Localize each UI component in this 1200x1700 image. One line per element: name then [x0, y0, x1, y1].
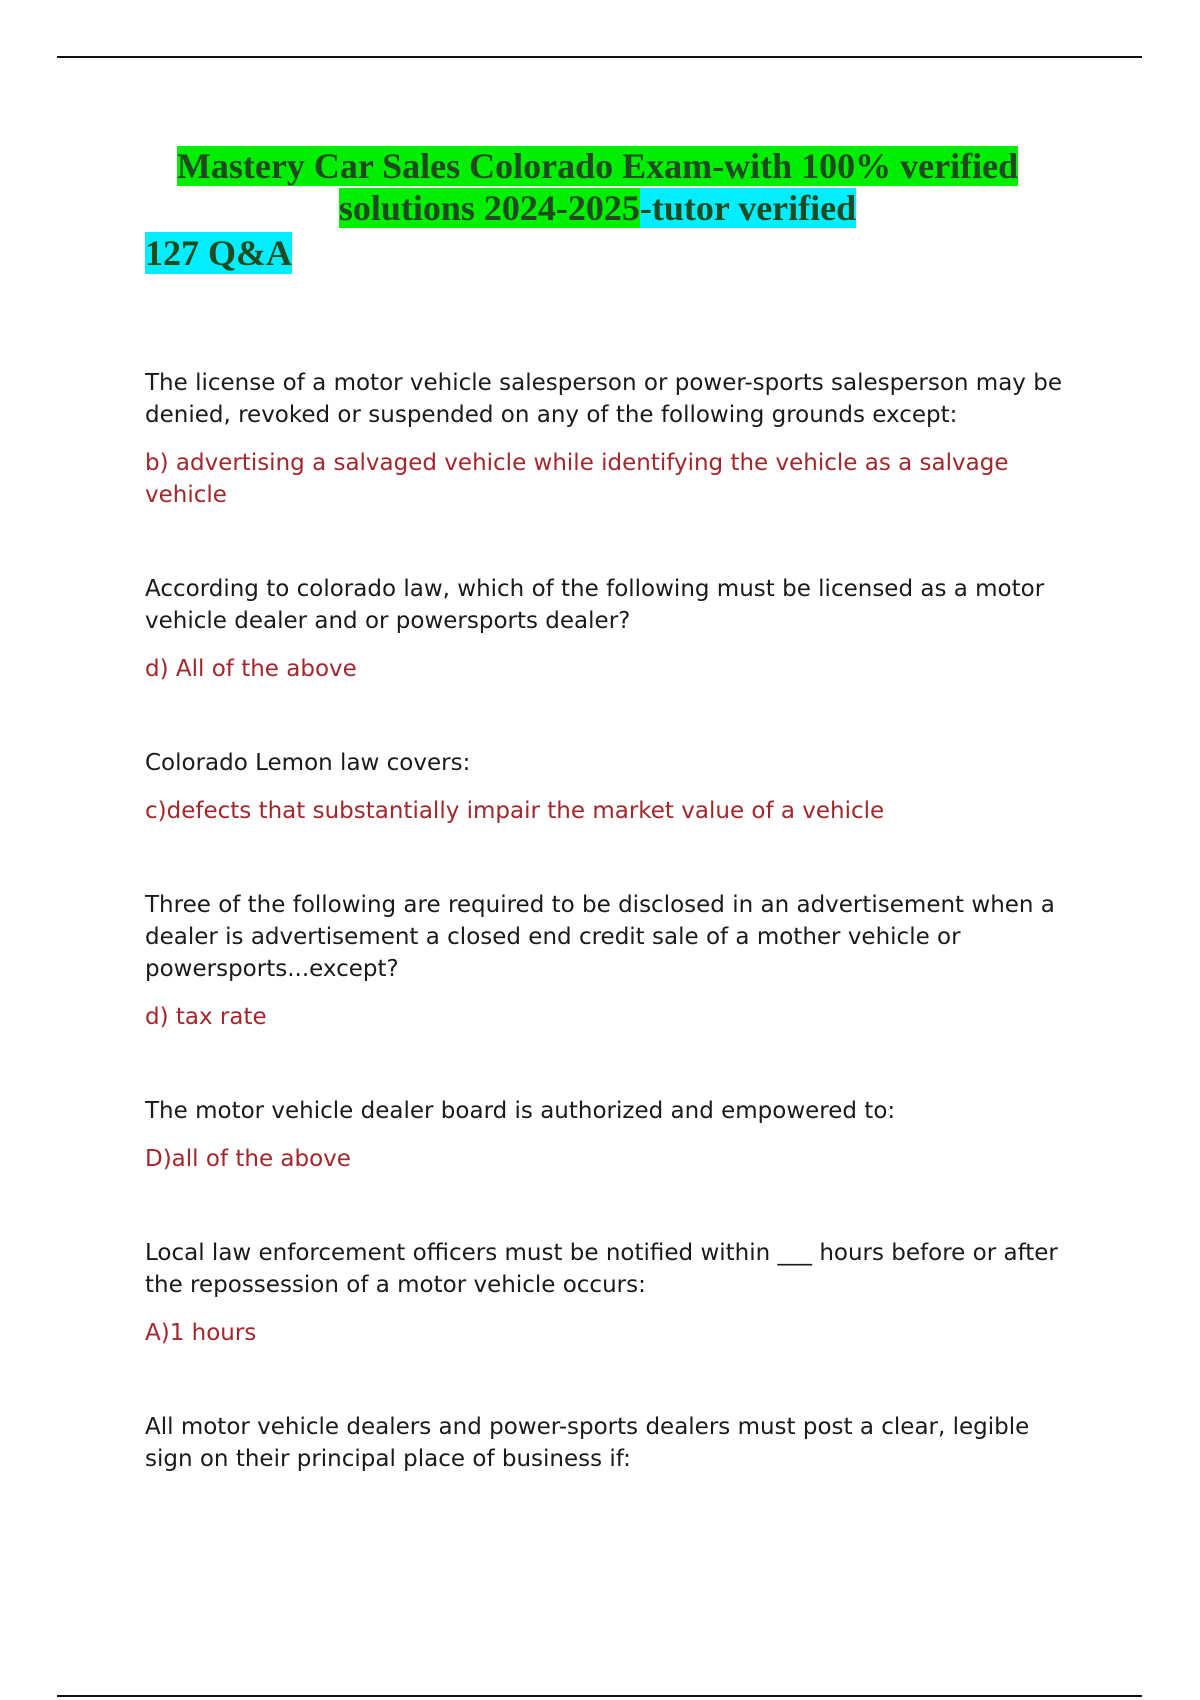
answer-text: c)defects that substantially impair the market value of a vehicle	[145, 798, 885, 824]
answer-text: b) advertising a salvaged vehicle while identifying the vehicle as a salvage vehicle	[145, 450, 1009, 508]
question-text: The license of a motor vehicle salesperson or power-sports salesperson may be denied, revoked or suspended on any of the following grounds except:	[145, 370, 1062, 428]
qa-item	[145, 1095, 1065, 1175]
qa-item	[145, 1411, 1065, 1475]
qa-list	[145, 367, 1065, 1537]
qa-item	[145, 367, 1065, 511]
question-text: All motor vehicle dealers and power-sports dealers must post a clear, legible sign on their principal place of business if:	[145, 1414, 1030, 1472]
qa-item	[145, 573, 1065, 685]
answer-text: A)1 hours	[145, 1320, 257, 1346]
document-title	[145, 145, 1050, 229]
qa-item	[145, 1237, 1065, 1349]
title-highlight-cyan: -tutor verified	[639, 188, 857, 228]
qa-count-label: 127 Q&A	[145, 233, 292, 273]
question-text: Colorado Lemon law covers:	[145, 750, 471, 776]
qa-item	[145, 889, 1065, 1033]
answer-text: d) All of the above	[145, 656, 357, 682]
question-text: Three of the following are required to be disclosed in an advertisement when a dealer is advertisement a closed end credit sale of a mother vehicle or powersports...except?	[145, 892, 1055, 982]
question-text: Local law enforcement officers must be notified within ___ hours before or after the repossession of a motor vehicle occurs:	[145, 1240, 1058, 1298]
title-highlight-green: Mastery Car Sales Colorado Exam-with 100% verified solutions 2024-2025	[176, 146, 1019, 228]
question-text: The motor vehicle dealer board is authorized and empowered to:	[145, 1098, 896, 1124]
header-rule	[57, 56, 1142, 58]
answer-text: D)all of the above	[145, 1146, 351, 1172]
footer-rule	[57, 1695, 1142, 1697]
qa-item	[145, 747, 1065, 827]
question-text: According to colorado law, which of the following must be licensed as a motor vehicle dealer and or powersports dealer?	[145, 576, 1045, 634]
answer-text: d) tax rate	[145, 1004, 267, 1030]
